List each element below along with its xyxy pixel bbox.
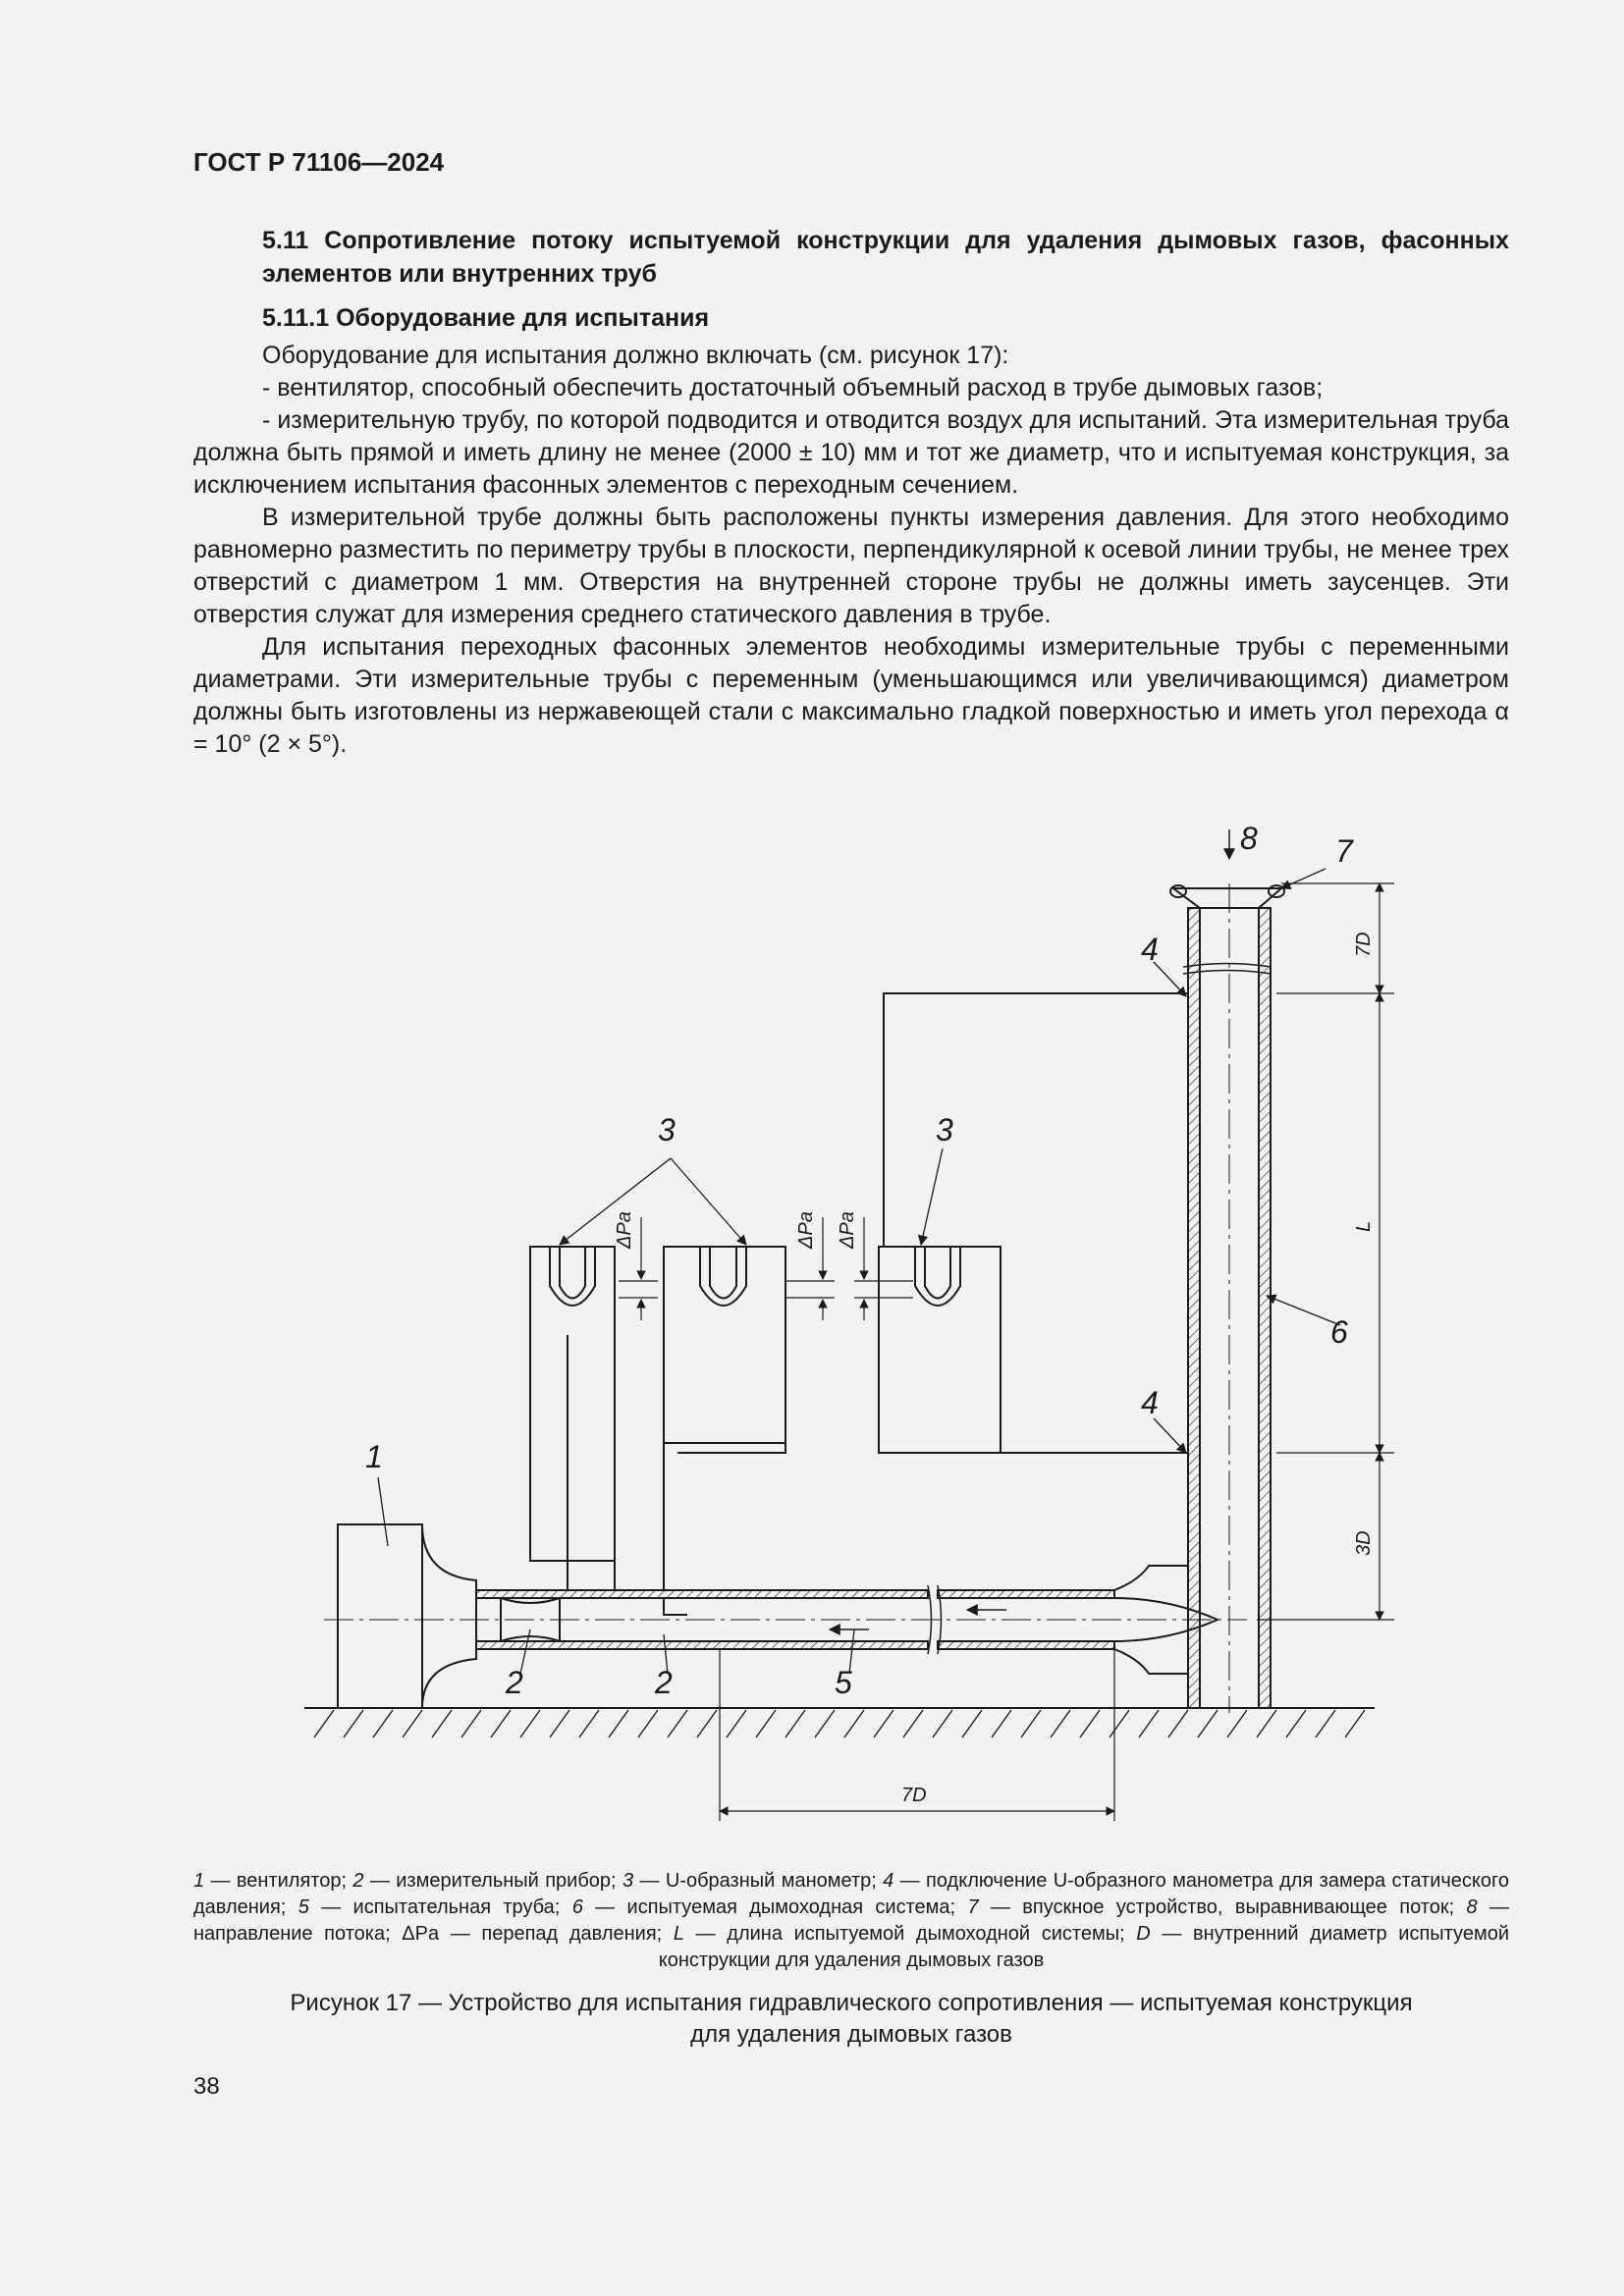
figure-caption: Рисунок 17 — Устройство для испытания гидравлического сопротивления — испытуемая конструкция для удаления дымовых газов — [290, 1990, 1413, 2048]
delta-pa-label: ΔPa — [614, 1211, 635, 1249]
transition-top — [1114, 1566, 1188, 1590]
u-manometer — [530, 1247, 615, 1561]
dimension-7d-top: 7D — [1353, 932, 1375, 957]
u-manometer — [879, 1247, 1001, 1453]
paragraph-measure-points: В измерительной трубе должны быть расположены пункты измерения давления. Для этого необходимо равномерно разместить по периметру трубы в плоскости, перпендикулярной к осевой линии трубы, не менее трех отверстий с диаметром 1 мм. Отверстия на внутренней стороне трубы не должны иметь заусенцев. Эти отверстия служат для измерения среднего статического давления в трубе. — [193, 504, 1509, 628]
label-1: 1 — [365, 1439, 383, 1474]
label-3: 3 — [658, 1112, 676, 1148]
delta-pa-label: ΔPa — [795, 1211, 817, 1249]
fan-housing — [422, 1524, 476, 1708]
dimension-3d: 3D — [1353, 1530, 1375, 1556]
test-pipe-wall-bottom — [476, 1641, 928, 1649]
label-7: 7 — [1335, 833, 1353, 869]
label-3: 3 — [936, 1112, 953, 1148]
ground-hatching — [314, 1710, 1365, 1737]
delta-pa-label: ΔPa — [837, 1211, 858, 1249]
section-title: 5.11 Сопротивление потоку испытуемой конструкции для удаления дымовых газов, фасонных элементов или внутренних труб — [262, 227, 1509, 288]
subsection-title: 5.11.1 Оборудование для испытания — [262, 304, 710, 332]
label-8: 8 — [1240, 821, 1258, 856]
static-line — [677, 1443, 785, 1453]
list-item: - вентилятор, способный обеспечить достаточный объемный расход в трубе дымовых газов; — [262, 374, 1324, 401]
label-5: 5 — [835, 1665, 852, 1700]
paragraph-transition: Для испытания переходных фасонных элементов необходимы измерительные трубы с переменными диаметрами. Эти измерительные трубы с переменным (уменьшающимся или увеличивающимся) диаметром должны быть изготовлены из нержавеющей стали с максимально гладкой поверхностью и иметь угол перехода α = 10° (2 × 5°). — [193, 633, 1509, 758]
label-4: 4 — [1141, 1385, 1159, 1420]
dimension-l: L — [1353, 1220, 1375, 1232]
transition-bottom — [1114, 1649, 1188, 1674]
flow-inlet-lip — [1269, 885, 1284, 897]
list-item: - измерительную трубу, по которой подводится и отводится воздух для испытаний. Эта измерительная труба должна быть прямой и иметь длину не менее (2000 ± 10) мм и тот же диаметр, что и испытуемая конструкция, за исключением испытания фасонных элементов с переходным сечением. — [193, 406, 1509, 499]
test-pipe-wall-bottom — [938, 1641, 1114, 1649]
test-pipe-wall-top — [476, 1590, 928, 1598]
dimension-lines — [619, 883, 1394, 1821]
label-2: 2 — [655, 1665, 673, 1700]
dimension-7d-bottom: 7D — [901, 1785, 927, 1806]
chimney-wall-left — [1188, 908, 1200, 1708]
measuring-device — [664, 1598, 687, 1615]
paragraph-intro: Оборудование для испытания должно включать (см. рисунок 17): — [262, 342, 1009, 369]
chimney-wall-right — [1259, 908, 1271, 1708]
figure-legend: 1 — вентилятор; 2 — измерительный прибор; 3 — U-образный манометр; 4 — подключение U-образного манометра для замера статического давления; 5 — испытательная труба; 6 — испытуемая дымоходная система; 7 — впускное устройство, выравнивающее поток; 8 — направление потока; ΔPa — перепад давления; L — длина испытуемой дымоходной системы; D — внутренний диаметр испытуемой конструкции для удаления дымовых газов — [193, 1870, 1510, 1971]
fan-motor — [338, 1524, 422, 1708]
standard-header: ГОСТ Р 71106—2024 — [193, 147, 445, 177]
label-6: 6 — [1330, 1314, 1348, 1350]
label-2: 2 — [506, 1665, 523, 1700]
page-number: 38 — [193, 2073, 220, 2100]
label-4: 4 — [1141, 932, 1159, 967]
u-manometer — [664, 1247, 785, 1443]
flow-inlet-device — [1173, 888, 1281, 908]
test-pipe-wall-top — [938, 1590, 1114, 1598]
